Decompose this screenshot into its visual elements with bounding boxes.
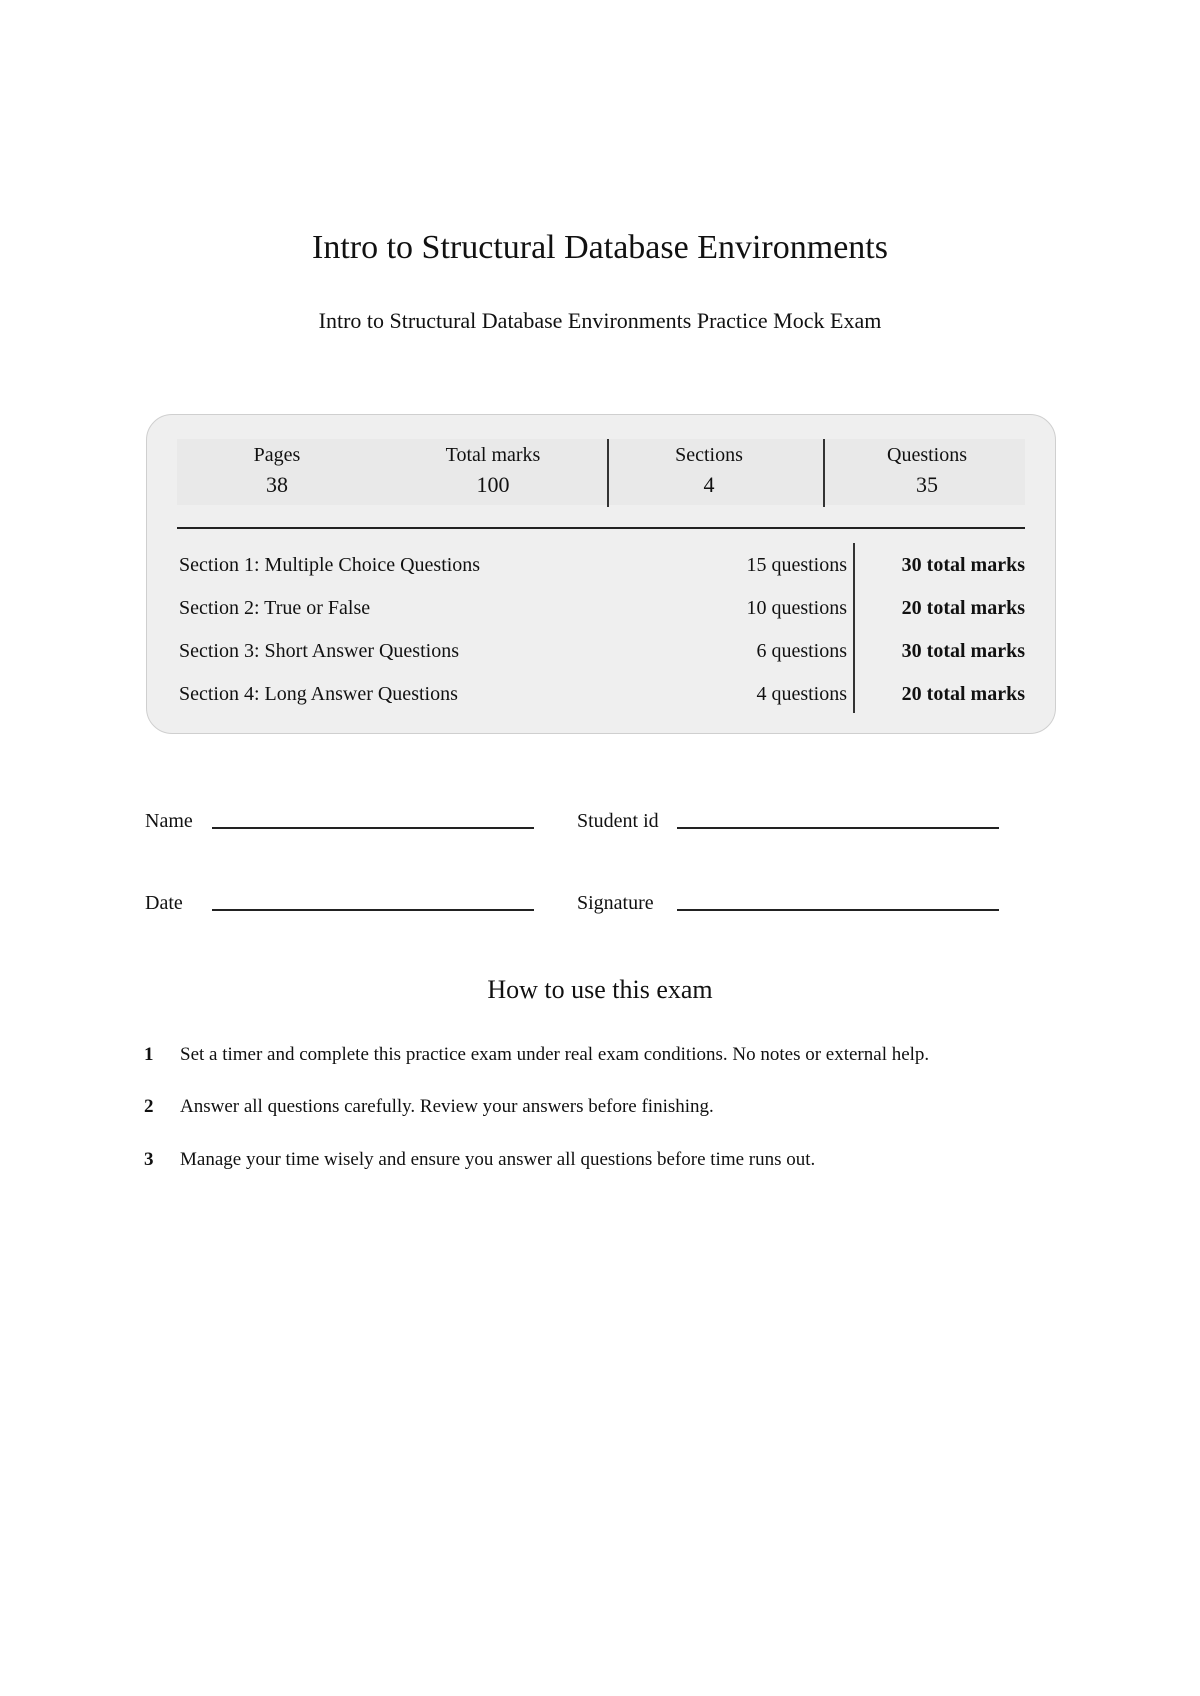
exam-stats-strip — [177, 439, 1025, 505]
stat-questions-value: 35 — [916, 472, 938, 497]
stat-sections-value: 4 — [703, 472, 715, 497]
date-label: Date — [145, 892, 183, 914]
section-question-count: 10 questions — [746, 597, 847, 619]
section-name: Section 4: Long Answer Questions — [179, 683, 458, 705]
exam-title: Intro to Structural Database Environments — [312, 229, 888, 266]
section-question-count: 6 questions — [756, 640, 847, 662]
section-row — [177, 586, 1025, 630]
signature-label: Signature — [577, 892, 654, 914]
stat-pages — [177, 439, 377, 501]
stat-divider — [823, 439, 825, 507]
section-marks: 20 total marks — [901, 597, 1025, 619]
stat-pages-label: Pages — [253, 444, 301, 466]
instruction-text: Manage your time wisely and ensure you answer all questions before time runs out. — [180, 1149, 816, 1170]
name-label: Name — [145, 810, 193, 832]
exam-summary-card — [146, 414, 1056, 734]
stat-total-marks-label: Total marks — [445, 444, 541, 466]
section-marks: 20 total marks — [901, 683, 1025, 705]
section-question-count: 4 questions — [756, 683, 847, 705]
stat-sections-label: Sections — [675, 444, 743, 466]
section-name: Section 1: Multiple Choice Questions — [179, 554, 481, 576]
stat-questions-label: Questions — [887, 444, 967, 466]
instruction-item — [144, 1144, 1044, 1176]
stat-pages-value: 38 — [266, 472, 288, 497]
stat-total-marks-value: 100 — [476, 472, 510, 497]
instruction-number: 2 — [144, 1096, 154, 1117]
section-name: Section 2: True or False — [179, 597, 371, 619]
instruction-item — [144, 1039, 1044, 1071]
section-row — [177, 672, 1025, 716]
name-field[interactable] — [212, 827, 534, 829]
howto-heading: How to use this exam — [487, 975, 713, 1004]
section-marks: 30 total marks — [901, 640, 1025, 662]
date-field[interactable] — [212, 909, 534, 911]
instruction-text: Set a timer and complete this practice exam under real exam conditions. No notes or external help. — [180, 1044, 930, 1065]
instruction-item — [144, 1091, 1044, 1123]
instruction-number: 1 — [144, 1044, 154, 1065]
stats-rule — [177, 527, 1025, 529]
student-id-field[interactable] — [677, 827, 999, 829]
instruction-number: 3 — [144, 1149, 154, 1170]
exam-subtitle: Intro to Structural Database Environments Practice Mock Exam — [318, 308, 882, 333]
section-name: Section 3: Short Answer Questions — [179, 640, 459, 662]
section-breakdown — [177, 543, 1025, 723]
signature-field[interactable] — [677, 909, 999, 911]
section-row — [177, 543, 1025, 587]
section-marks: 30 total marks — [901, 554, 1025, 576]
student-id-label: Student id — [577, 810, 659, 832]
section-row — [177, 629, 1025, 673]
stat-questions — [827, 439, 1027, 501]
stat-total-marks — [393, 439, 593, 501]
section-question-count: 15 questions — [746, 554, 847, 576]
instruction-text: Answer all questions carefully. Review your answers before finishing. — [180, 1096, 714, 1117]
stat-sections — [609, 439, 809, 501]
